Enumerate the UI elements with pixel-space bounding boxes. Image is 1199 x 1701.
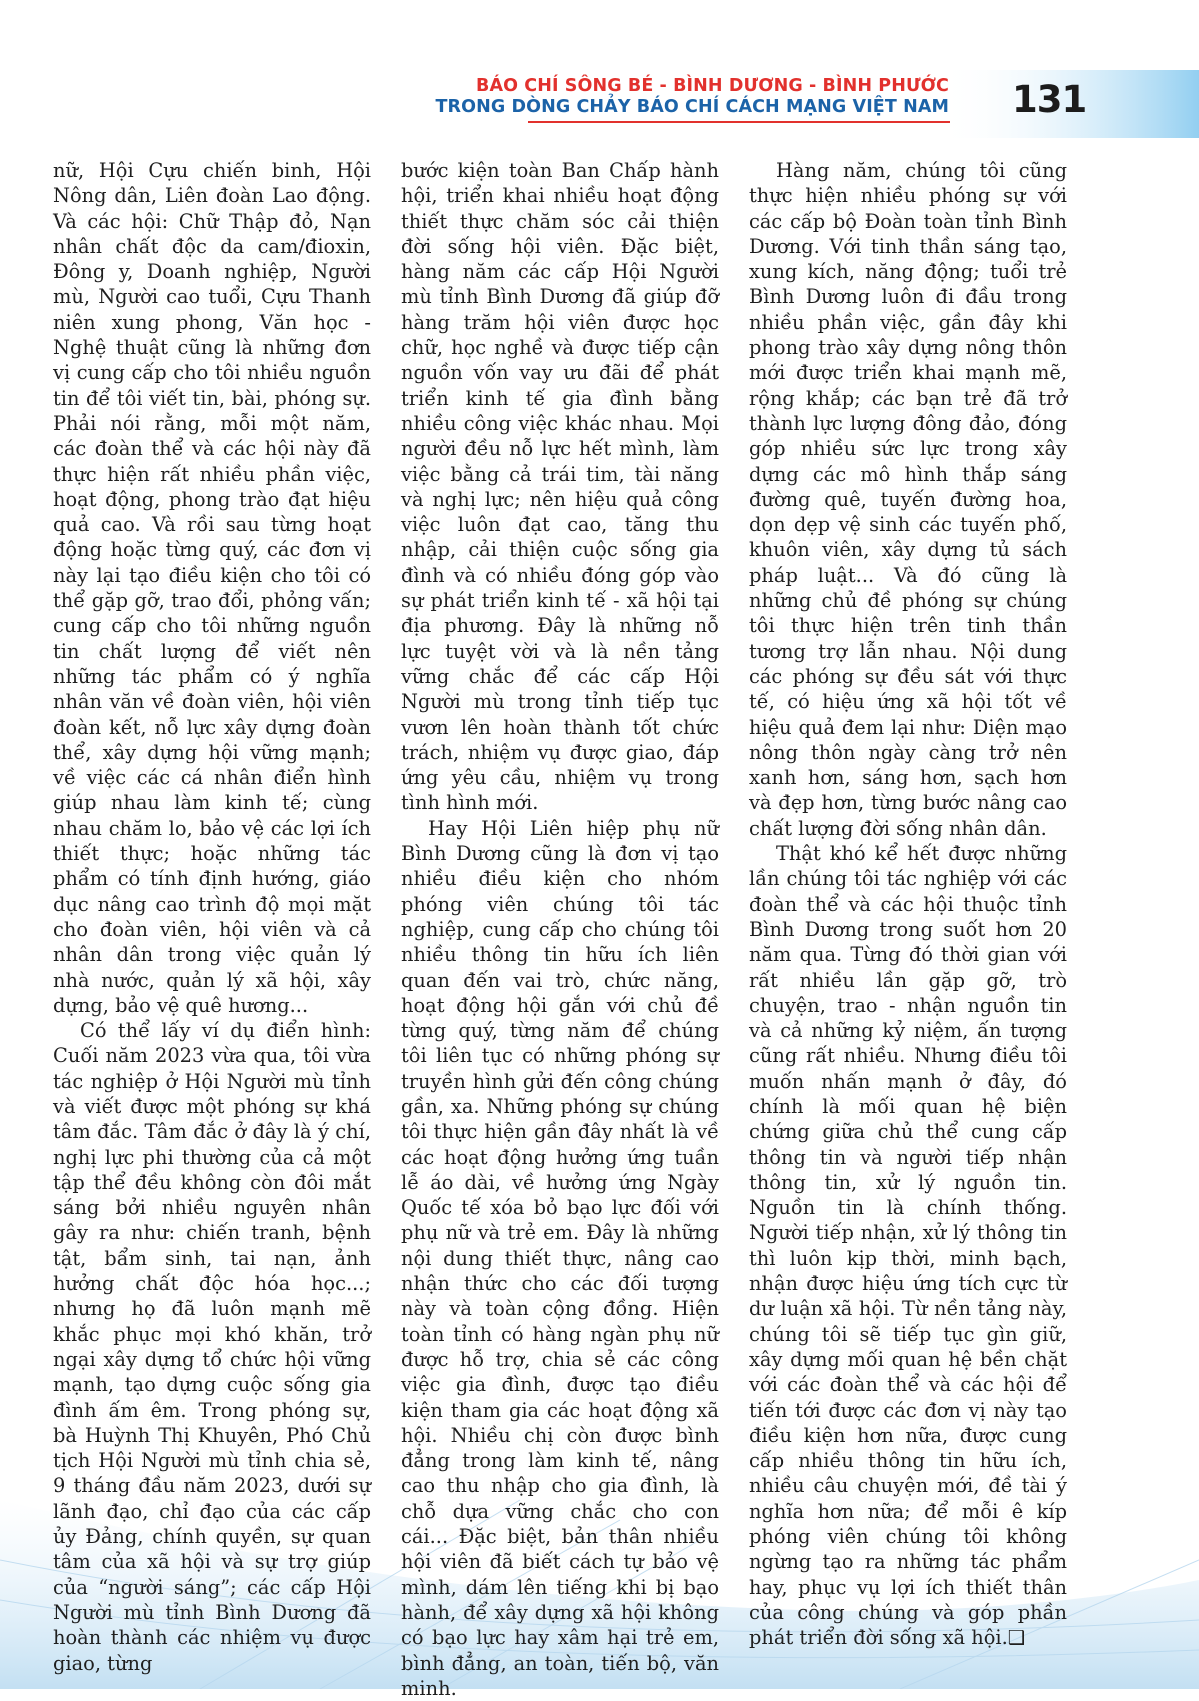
- text-column-1: [53, 158, 371, 1676]
- page-number: 131: [1012, 78, 1087, 121]
- paragraph-text: Thật khó kể hết được những lần chúng tôi tác nghiệp với các đoàn thể và các hội thuộc tỉnh Bình Dương trong suốt hơn 20 năm qua. Từng đó thời gian với rất nhiều lần gặp gỡ, trò chuyện, trao - nhận nguồn tin và cả những kỷ niệm, ấn tượng cũng rất nhiều. Nhưng điều tôi muốn nhấn mạnh ở đây, đó chính là mối quan hệ biện chứng giữa chủ thể cung cấp thông tin và người tiếp nhận thông tin, xử lý nguồn tin. Nguồn tin là chính thống. Người tiếp nhận, xử lý thông tin thì luôn kịp thời, minh bạch, nhận được hiệu ứng tích cực từ dư luận xã hội. Từ nền tảng này, chúng tôi sẽ tiếp tục gìn giữ, xây dựng mối quan hệ bền chặt với các đoàn thể và các hội để tiến tới được các đơn vị này tạo điều kiện hơn nữa, được cung cấp nhiều thông tin hữu ích, nhiều câu chuyện mới, đề tài ý nghĩa hơn nữa; để mỗi ê kíp phóng viên chúng tôi không ngừng tạo ra những tác phẩm hay, phục vụ lợi ích thiết thân của công chúng và góp phần phát triển đời sống xã hội.: [749, 842, 1067, 1650]
- paragraph: Hàng năm, chúng tôi cũng thực hiện nhiều phóng sự với các cấp bộ Đoàn toàn tỉnh Bình Dương. Với tinh thần sáng tạo, xung kích, năng động; tuổi trẻ Bình Dương luôn đi đầu trong nhiều phần việc, gần đây khi phong trào xây dựng nông thôn mới được triển khai mạnh mẽ, rộng khắp; các bạn trẻ đã trở thành lực lượng đông đảo, đóng góp nhiều sức lực trong xây dựng các mô hình thắp sáng đường quê, tuyến đường hoa, dọn dẹp vệ sinh các tuyến phố, khuôn viên, xây dựng tủ sách pháp luật... Và đó cũng là những chủ đề phóng sự chúng tôi thực hiện trên tinh thần tương trợ lẫn nhau. Nội dung các phóng sự đều sát với thực tế, có hiệu ứng xã hội tốt về hiệu quả đem lại như: Diện mạo nông thôn ngày càng trở nên xanh hơn, sáng hơn, sạch hơn và đẹp hơn, từng bước nâng cao chất lượng đời sống nhân dân.: [749, 159, 1067, 840]
- paragraph: bước kiện toàn Ban Chấp hành hội, triển khai nhiều hoạt động thiết thực chăm sóc cải thiện đời sống hội viên. Đặc biệt, hàng năm các cấp Hội Người mù tỉnh Bình Dương đã giúp đỡ hàng trăm hội viên được học chữ, học nghề và được tiếp cận nguồn vốn vay ưu đãi để phát triển kinh tế gia đình bằng nhiều công việc khác nhau. Mọi người đều nỗ lực hết mình, làm việc bằng cả trái tim, tài năng và nghị lực; nên hiệu quả công việc luôn đạt cao, tăng thu nhập, cải thiện cuộc sống gia đình và có nhiều đóng góp vào sự phát triển kinh tế - xã hội tại địa phương. Đây là những nỗ lực tuyệt vời và là nền tảng vững chắc để các cấp Hội Người mù trong tỉnh tiếp tục vươn lên hoàn thành tốt chức trách, nhiệm vụ được giao, đáp ứng yêu cầu, nhiệm vụ trong tình hình mới.: [401, 159, 719, 815]
- paragraph: nữ, Hội Cựu chiến binh, Hội Nông dân, Liên đoàn Lao động. Và các hội: Chữ Thập đỏ, Nạn nhân chất độc da cam/đioxin, Đông y, Doanh nghiệp, Người mù, Người cao tuổi, Cựu Thanh niên xung phong, Văn học - Nghệ thuật cũng là những đơn vị cung cấp cho tôi nhiều nguồn tin để tôi viết tin, bài, phóng sự. Phải nói rằng, mỗi một năm, các đoàn thể và các hội này đã thực hiện rất nhiều phần việc, hoạt động, phong trào đạt hiệu quả cao. Và rồi sau từng hoạt động hoặc từng quý, các đơn vị này lại tạo điều kiện cho tôi có thể gặp gỡ, trao đổi, phỏng vấn; cung cấp cho tôi những nguồn tin chất lượng để viết nên những tác phẩm có ý nghĩa nhân văn về đoàn viên, hội viên đoàn kết, nỗ lực xây dựng đoàn thể, xây dựng hội vững mạnh; về việc các cá nhân điển hình giúp nhau làm kinh tế; cùng nhau chăm lo, bảo vệ các lợi ích thiết thực; hoặc những tác phẩm có tính định hướng, giáo dục nâng cao trình độ mọi mặt cho đoàn viên, hội viên và cả nhân dân trong việc quản lý nhà nước, quản lý xã hội, xây dựng, bảo vệ quê hương...: [53, 159, 371, 1017]
- end-mark-icon: ❑: [1007, 1626, 1026, 1650]
- last-paragraph: [749, 841, 1067, 1651]
- header-rule: [528, 121, 950, 123]
- header-line-1: BÁO CHÍ SÔNG BÉ - BÌNH DƯƠNG - BÌNH PHƯỚC: [476, 76, 949, 96]
- text-column-3: [749, 158, 1067, 1651]
- paragraph: Có thể lấy ví dụ điển hình: Cuối năm 2023 vừa qua, tôi vừa tác nghiệp ở Hội Người mù tỉnh và viết được một phóng sự khá tâm đắc. Tâm đắc ở đây là ý chí, nghị lực phi thường của cả một tập thể đều không còn đôi mắt sáng bởi nhiều nguyên nhân gây ra như: chiến tranh, bệnh tật, bẩm sinh, tai nạn, ảnh hưởng chất độc hóa học...; nhưng họ đã luôn mạnh mẽ khắc phục mọi khó khăn, trở ngại xây dựng tổ chức hội vững mạnh, tạo dựng cuộc sống gia đình ấm êm. Trong phóng sự, bà Huỳnh Thị Khuyên, Phó Chủ tịch Hội Người mù tỉnh chia sẻ, 9 tháng đầu năm 2023, dưới sự lãnh đạo, chỉ đạo của các cấp ủy Đảng, chính quyền, sự quan tâm của xã hội và sự trợ giúp của “người sáng”; các cấp Hội Người mù tỉnh Bình Dương đã hoàn thành các nhiệm vụ được giao, từng: [53, 1019, 371, 1675]
- paragraph: Hay Hội Liên hiệp phụ nữ Bình Dương cũng là đơn vị tạo nhiều điều kiện cho nhóm phóng viên chúng tôi tác nghiệp, cung cấp cho chúng tôi nhiều thông tin hữu ích liên quan đến vai trò, chức năng, hoạt động hội gắn với chủ đề từng quý, từng năm để chúng tôi liên tục có những phóng sự truyền hình gửi đến công chúng gần, xa. Những phóng sự chúng tôi thực hiện gần đây nhất là về các hoạt động hưởng ứng tuần lễ áo dài, về hưởng ứng Ngày Quốc tế xóa bỏ bạo lực đối với phụ nữ và trẻ em. Đây là những nội dung thiết thực, nâng cao nhận thức cho các đối tượng này và toàn cộng đồng. Hiện toàn tỉnh có hàng ngàn phụ nữ được hỗ trợ, chia sẻ các công việc gia đình, được tạo điều kiện tham gia các hoạt động xã hội. Nhiều chị còn được bình đẳng trong làm kinh tế, nâng cao thu nhập cho gia đình, là chỗ dựa vững chắc cho con cái... Đặc biệt, bản thân nhiều hội viên đã biết cách tự bảo vệ mình, dám lên tiếng khi bị bạo hành, để xây dựng xã hội không có bạo lực hay xâm hại trẻ em, bình đẳng, an toàn, tiến bộ, văn minh.: [401, 816, 719, 1700]
- text-column-2: [401, 158, 719, 1701]
- running-header: [435, 76, 949, 118]
- header-line-2: TRONG DÒNG CHẢY BÁO CHÍ CÁCH MẠNG VIỆT NAM: [435, 97, 949, 117]
